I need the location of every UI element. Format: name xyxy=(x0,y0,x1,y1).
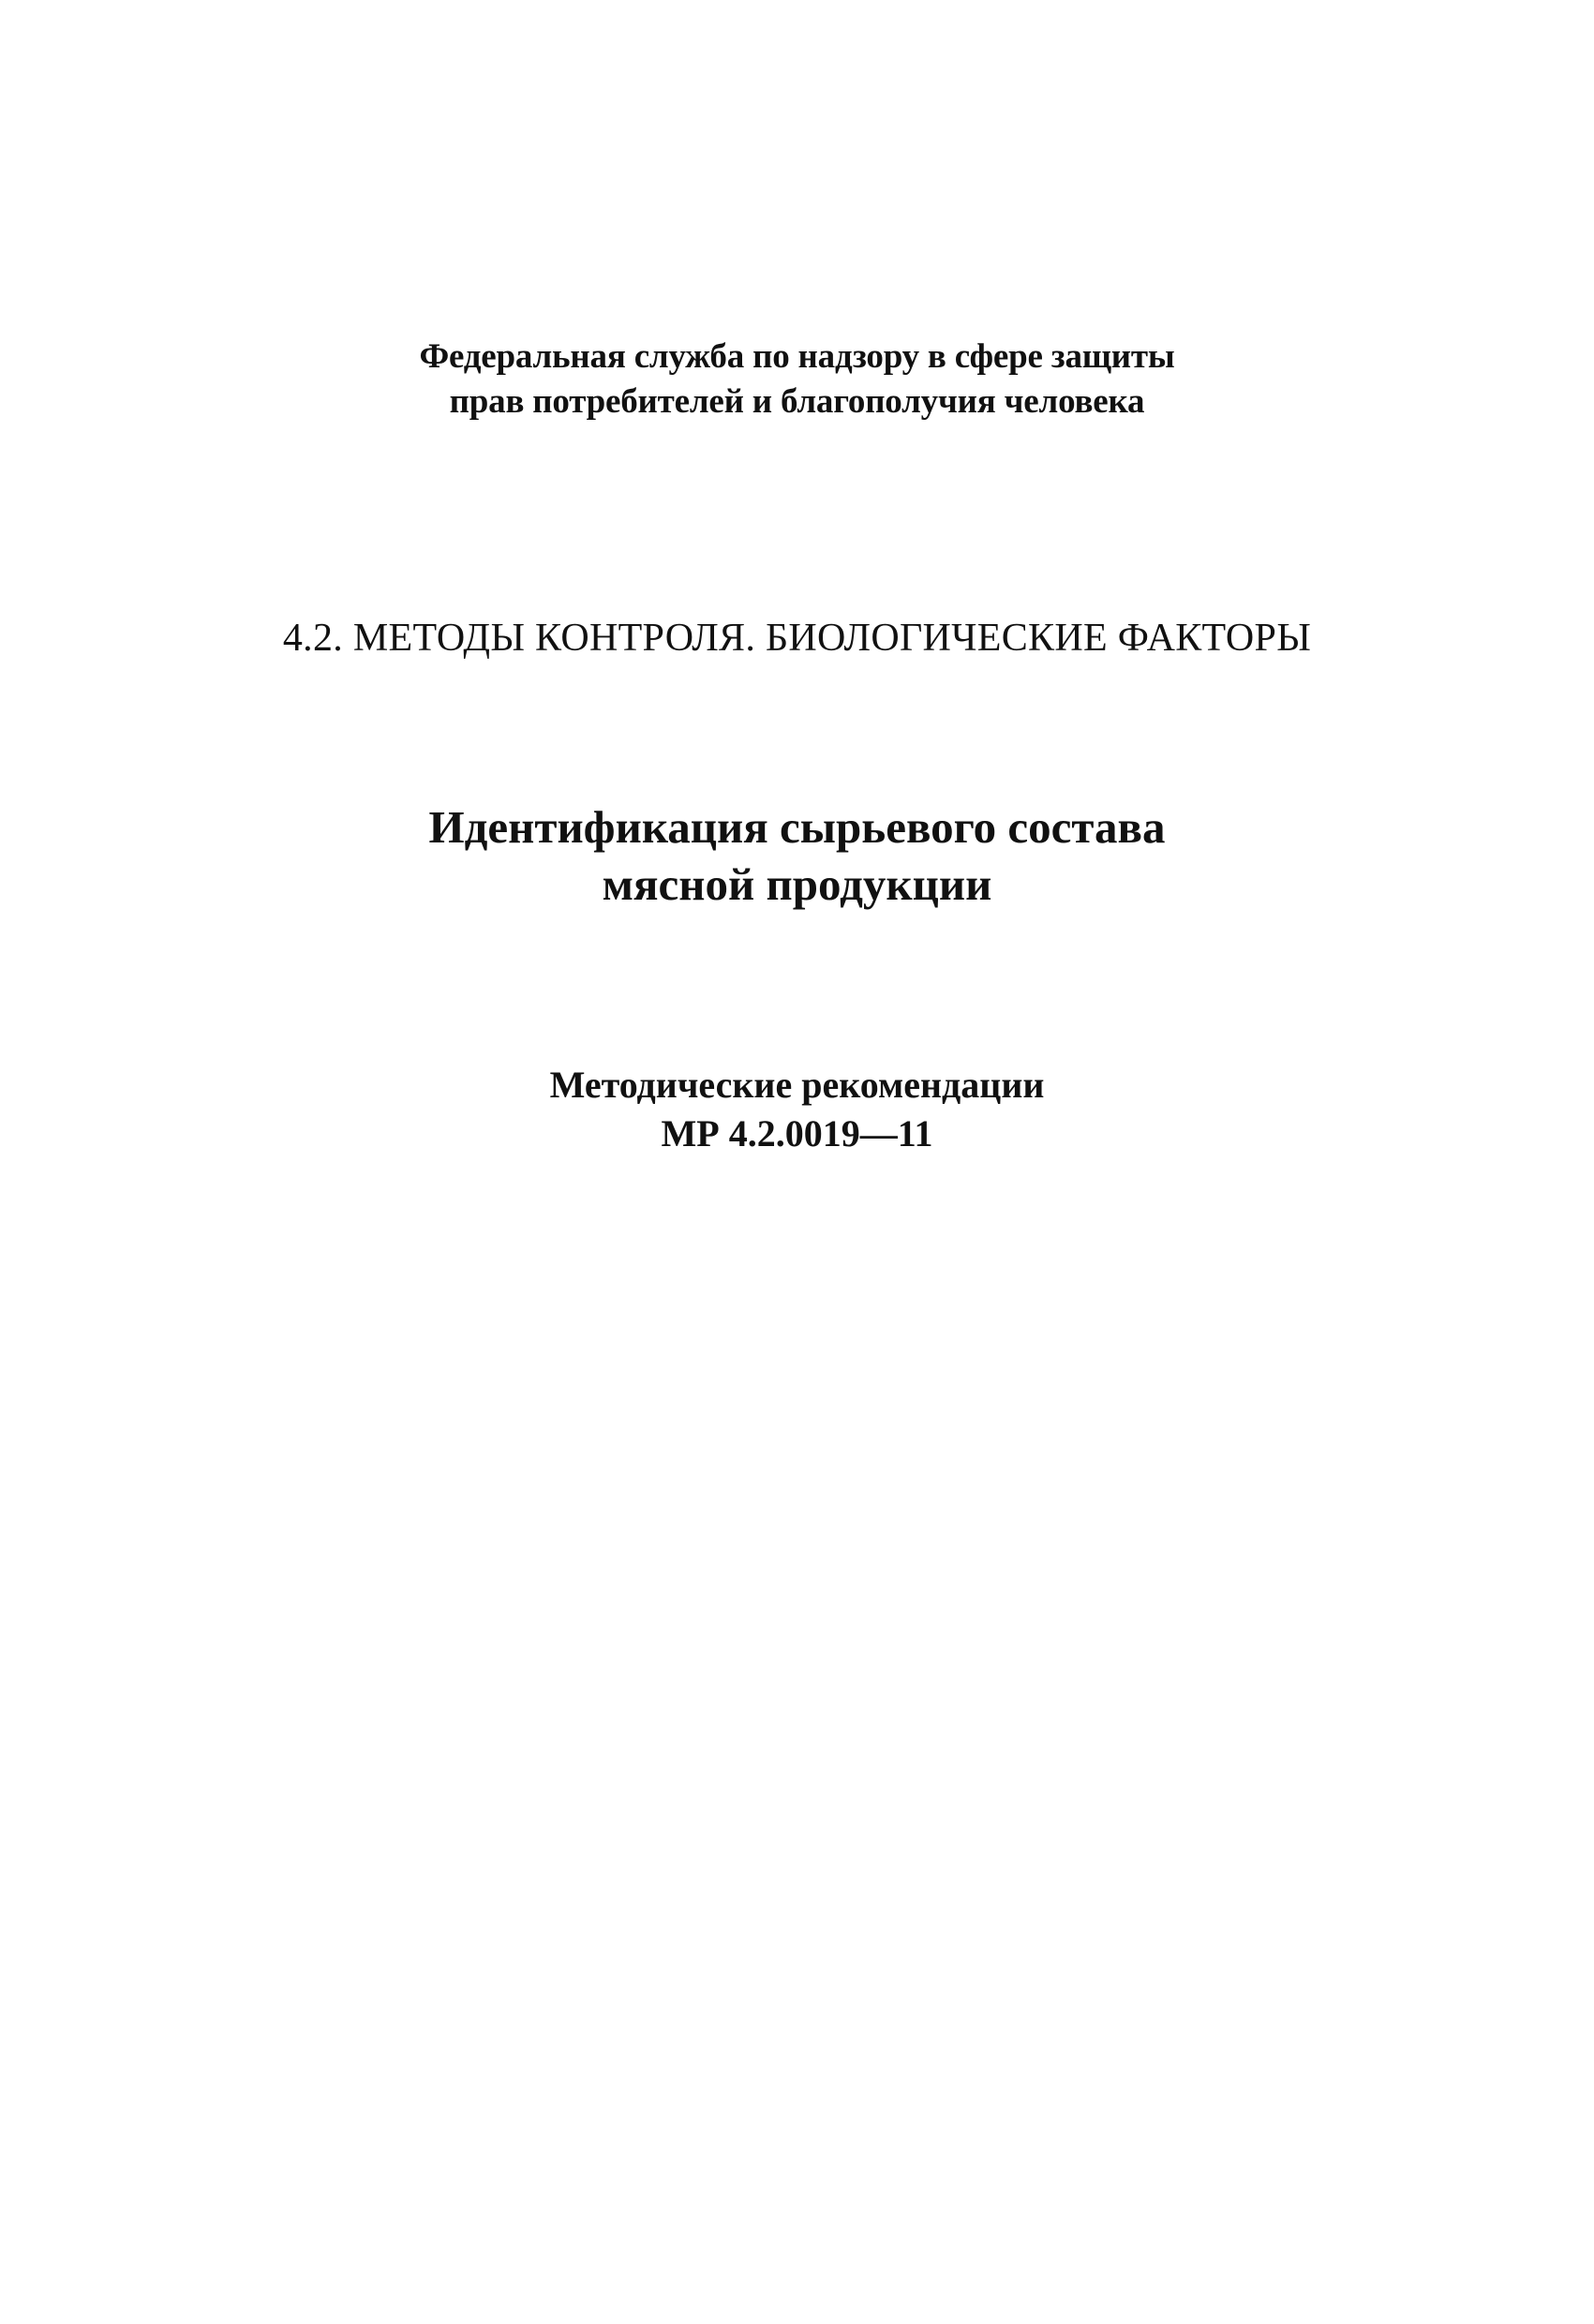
document-title-line-2: мясной продукции xyxy=(602,858,992,910)
agency-name-line-2: прав потребителей и благополучия человека xyxy=(449,382,1145,421)
document-title-line-1: Идентификация сырьевого состава xyxy=(428,801,1166,853)
section-heading: 4.2. МЕТОДЫ КОНТРОЛЯ. БИОЛОГИЧЕСКИЕ ФАКТОРЫ xyxy=(282,617,1312,660)
agency-name-line-1: Федеральная служба по надзору в сфере защиты xyxy=(419,337,1175,376)
document-type: Методические рекомендации xyxy=(549,1064,1045,1106)
document-code: МР 4.2.0019—11 xyxy=(661,1112,933,1155)
